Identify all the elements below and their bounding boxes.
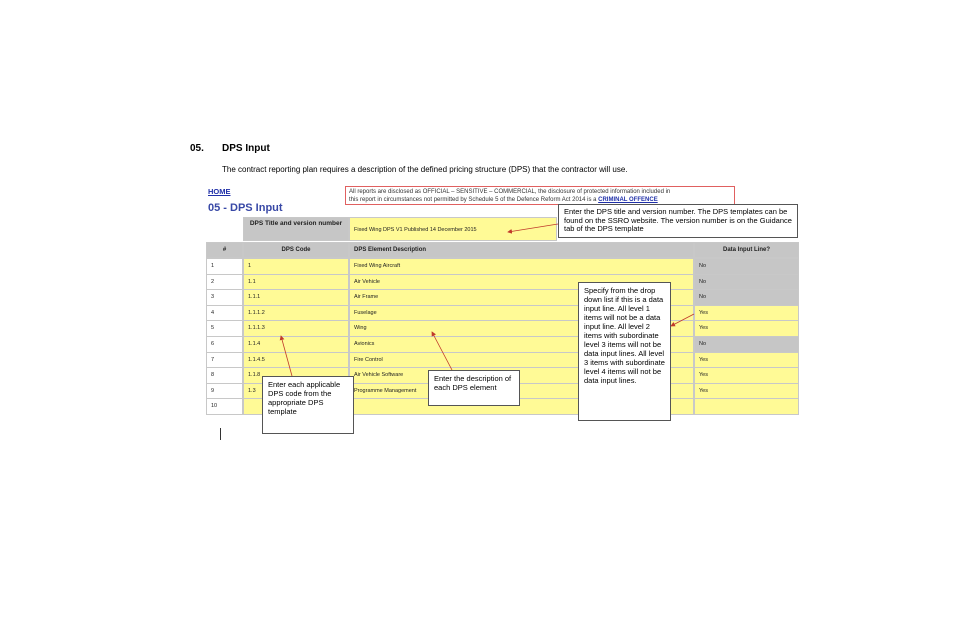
section-title: DPS Input bbox=[222, 143, 270, 154]
row-number: 2 bbox=[206, 274, 243, 291]
row-dps-code[interactable]: 1.1.4 bbox=[243, 336, 349, 353]
header-data-input-line: Data Input Line? bbox=[694, 242, 799, 258]
section-number: 05. bbox=[190, 143, 204, 154]
row-dps-description[interactable]: Fire Control bbox=[349, 352, 694, 369]
row-number: 10 bbox=[206, 398, 243, 415]
section-intro: The contract reporting plan requires a description of the defined pricing structure (DPS) that the contractor will use. bbox=[222, 165, 628, 174]
row-dps-description[interactable]: Wing bbox=[349, 320, 694, 337]
arrow-desc bbox=[432, 332, 452, 370]
callout-desc-help: Enter the description of each DPS element bbox=[428, 370, 520, 406]
callout-code-help: Enter each applicable DPS code from the appropriate DPS template bbox=[262, 376, 354, 434]
row-dps-description[interactable]: Air Vehicle Software bbox=[349, 367, 694, 384]
warning-line-2: this report in circumstances not permitted by Schedule 5 of the Defence Reform Act 2014 is a bbox=[349, 197, 597, 203]
row-number: 7 bbox=[206, 352, 243, 369]
row-data-input-line[interactable]: Yes bbox=[694, 305, 799, 322]
row-number: 8 bbox=[206, 367, 243, 384]
row-dps-code[interactable]: 1.1.8 bbox=[243, 367, 349, 384]
arrow-code bbox=[281, 336, 292, 376]
row-dps-code[interactable]: 1 bbox=[243, 258, 349, 275]
sheet-title: 05 - DPS Input bbox=[208, 202, 283, 214]
row-dps-description[interactable]: Programme Management bbox=[349, 383, 694, 400]
row-data-input-line[interactable]: No bbox=[694, 336, 799, 353]
home-link[interactable]: HOME bbox=[208, 187, 231, 196]
row-data-input-line[interactable]: Yes bbox=[694, 352, 799, 369]
row-number: 5 bbox=[206, 320, 243, 337]
row-dps-code[interactable]: 1.1.4.5 bbox=[243, 352, 349, 369]
arrow-input bbox=[671, 314, 694, 326]
row-dps-description[interactable]: Air Vehicle bbox=[349, 274, 694, 291]
row-data-input-line[interactable]: Yes bbox=[694, 367, 799, 384]
row-dps-description[interactable]: Fixed Wing Aircraft bbox=[349, 258, 694, 275]
row-dps-code[interactable]: 1.1.1.2 bbox=[243, 305, 349, 322]
row-dps-description[interactable]: Fuselage bbox=[349, 305, 694, 322]
row-dps-description[interactable]: Avionics bbox=[349, 336, 694, 353]
row-number: 4 bbox=[206, 305, 243, 322]
row-data-input-line[interactable]: Yes bbox=[694, 320, 799, 337]
row-dps-description[interactable]: Air Frame bbox=[349, 289, 694, 306]
dps-title-label: DPS Title and version number bbox=[243, 217, 349, 241]
row-data-input-line[interactable]: No bbox=[694, 274, 799, 291]
row-number: 6 bbox=[206, 336, 243, 353]
row-number: 1 bbox=[206, 258, 243, 275]
arrow-title bbox=[508, 224, 558, 232]
row-data-input-line[interactable]: No bbox=[694, 289, 799, 306]
row-number: 9 bbox=[206, 383, 243, 400]
row-data-input-line[interactable]: No bbox=[694, 258, 799, 275]
callout-title-help: Enter the DPS title and version number. The DPS templates can be found on the SSRO website. The version number is on the Guidance tab of the DPS template bbox=[558, 204, 798, 238]
header-number: # bbox=[206, 242, 243, 258]
text-cursor bbox=[220, 428, 221, 440]
header-dps-code: DPS Code bbox=[243, 242, 349, 258]
warning-bold: CRIMINAL OFFENCE bbox=[598, 197, 658, 203]
dps-title-input[interactable]: Fixed Wing DPS V1 Published 14 December 2015 bbox=[349, 217, 557, 241]
callout-input-help: Specify from the drop down list if this is a data input line. All level 1 items will not be a data input line. All level 2 items with subordinate level 3 items will not be data input lines. All level 3 items with subordinate level 4 items will not be data input lines. bbox=[578, 282, 671, 421]
row-dps-code[interactable]: 1.1.1.3 bbox=[243, 320, 349, 337]
warning-line-1: All reports are disclosed as OFFICIAL – SENSITIVE – COMMERCIAL, the disclosure of protected information included in bbox=[349, 189, 671, 195]
row-dps-code[interactable]: 1.3 bbox=[243, 383, 349, 400]
row-dps-code[interactable]: 1.1 bbox=[243, 274, 349, 291]
header-dps-description: DPS Element Description bbox=[349, 242, 694, 258]
row-data-input-line[interactable]: Yes bbox=[694, 383, 799, 400]
row-number: 3 bbox=[206, 289, 243, 306]
row-dps-code[interactable]: 1.1.1 bbox=[243, 289, 349, 306]
